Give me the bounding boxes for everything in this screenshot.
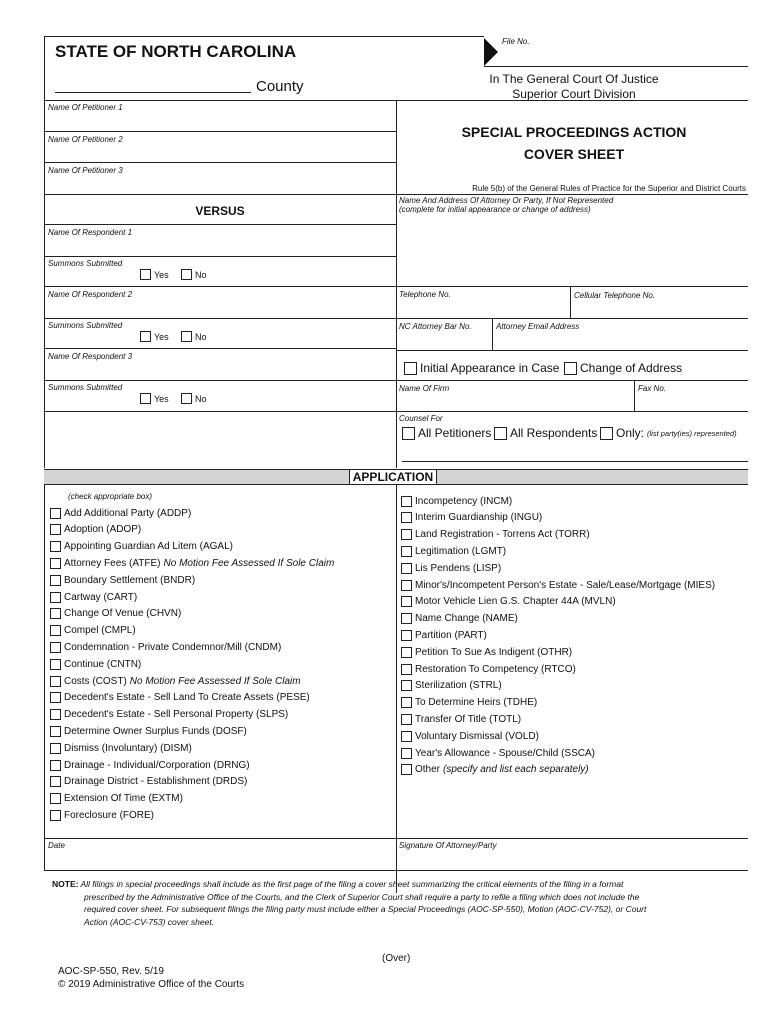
application-option[interactable]	[401, 528, 590, 542]
option-label: Legitimation (LGMT)	[415, 545, 507, 557]
checkbox-icon[interactable]	[401, 647, 412, 658]
application-option[interactable]	[50, 556, 334, 570]
note-line1: All filings in special proceedings shall include as the first page of the filing a cover sheet summarizing the critical elements of the filing in a format	[80, 879, 624, 889]
attorney-name-note: (complete for initial appearance or change of address)	[399, 205, 591, 214]
checkbox-icon[interactable]	[401, 596, 412, 607]
application-option[interactable]	[401, 729, 539, 743]
checkbox-icon[interactable]	[50, 524, 61, 535]
checkbox-icon[interactable]	[140, 393, 151, 404]
option-label: Drainage District - Establishment (DRDS)	[64, 776, 248, 788]
summons2-yes[interactable]: Yes	[140, 331, 169, 342]
option-label: Partition (PART)	[415, 629, 487, 641]
option-label: Land Registration - Torrens Act (TORR)	[415, 529, 590, 541]
respondent1-label: Name Of Respondent 1	[48, 228, 133, 237]
application-option[interactable]	[50, 640, 281, 654]
only-parties-field[interactable]	[402, 461, 748, 462]
checkbox-icon[interactable]	[404, 362, 417, 375]
respondent3-label: Name Of Respondent 3	[48, 352, 133, 361]
option-label: Sterilization (STRL)	[415, 680, 502, 692]
option-label: Decedent's Estate - Sell Personal Property (SLPS)	[64, 709, 289, 721]
option-label: Condemnation - Private Condemnor/Mill (CNDM)	[64, 641, 282, 653]
option-label: Incompetency (INCM)	[415, 495, 513, 507]
checkbox-icon[interactable]	[600, 427, 613, 440]
checkbox-icon[interactable]	[401, 496, 412, 507]
option-note: No Motion Fee Assessed If Sole Claim	[163, 557, 335, 569]
option-label: Boundary Settlement (BNDR)	[64, 574, 196, 586]
checkbox-icon[interactable]	[181, 269, 192, 280]
checkbox-icon[interactable]	[50, 592, 61, 603]
option-label: Cartway (CART)	[64, 591, 138, 603]
summons1-yes[interactable]: Yes	[140, 269, 169, 280]
checkbox-icon[interactable]	[401, 664, 412, 675]
respondent2-label: Name Of Respondent 2	[48, 290, 133, 299]
checkbox-icon[interactable]	[401, 714, 412, 725]
application-option[interactable]	[401, 595, 616, 609]
checkbox-icon[interactable]	[140, 269, 151, 280]
rule-text: Rule 5(b) of the General Rules of Practice for the Superior and District Courts	[472, 184, 746, 193]
summons3-label: Summons Submitted	[48, 383, 123, 392]
application-option[interactable]	[50, 624, 136, 638]
option-label: Appointing Guardian Ad Litem (AGAL)	[64, 541, 233, 553]
cell-label: Cellular Telephone No.	[574, 291, 656, 300]
checkbox-icon[interactable]	[50, 659, 61, 670]
date-label: Date	[48, 841, 65, 850]
option-label: Decedent's Estate - Sell Land To Create Assets (PESE)	[64, 692, 310, 704]
form-title-line1: SPECIAL PROCEEDINGS ACTION	[461, 124, 687, 140]
all-petitioners-option[interactable]: All Petitioners	[402, 426, 491, 440]
checkbox-icon[interactable]	[401, 630, 412, 641]
checkbox-icon[interactable]	[401, 680, 412, 691]
copyright: © 2019 Administrative Office of the Courts	[58, 979, 245, 990]
application-option[interactable]	[401, 712, 521, 726]
application-option[interactable]	[401, 679, 502, 693]
note-line4: Action (AOC-CV-753) cover sheet.	[84, 916, 215, 927]
application-option[interactable]	[50, 758, 250, 772]
note-line3: required cover sheet. For subsequent filings the filing party must include either a Special Proceedings (AOC-SP-550), Motion (AOC-CV-752), or Court	[84, 904, 647, 914]
application-option[interactable]	[50, 775, 247, 789]
form-title-line2: COVER SHEET	[523, 146, 625, 162]
application-option[interactable]	[401, 544, 506, 558]
file-no-arrow-icon	[484, 38, 498, 66]
counsel-for-label: Counsel For	[399, 414, 443, 423]
checkbox-icon[interactable]	[50, 625, 61, 636]
file-no-label: File No.	[502, 37, 530, 46]
option-label: Name Change (NAME)	[415, 613, 518, 625]
checkbox-icon[interactable]	[181, 331, 192, 342]
checkbox-icon[interactable]	[50, 726, 61, 737]
over-text: (Over)	[382, 953, 411, 964]
option-label: Interim Guardianship (INGU)	[415, 512, 543, 524]
option-label: Add Additional Party (ADDP)	[64, 507, 192, 519]
option-label: Attorney Fees (ATFE)	[64, 557, 161, 569]
application-option[interactable]	[50, 808, 154, 822]
check-hint: (check appropriate box)	[68, 492, 153, 501]
court-line1: In The General Court Of Justice	[489, 72, 659, 86]
application-option[interactable]	[401, 511, 542, 525]
checkbox-icon[interactable]	[50, 793, 61, 804]
application-option[interactable]	[50, 708, 288, 722]
option-label: Minor's/Incompetent Person's Estate - Sale/Lease/Mortgage (MIES)	[415, 579, 716, 591]
checkbox-icon[interactable]	[50, 692, 61, 703]
checkbox-icon[interactable]	[401, 748, 412, 759]
checkbox-icon[interactable]	[50, 810, 61, 821]
checkbox-icon[interactable]	[50, 776, 61, 787]
application-option[interactable]	[401, 561, 501, 575]
petitioner2-label: Name Of Petitioner 2	[48, 135, 123, 144]
application-option[interactable]	[401, 645, 572, 659]
note-block	[52, 878, 646, 928]
option-note: (specify and list each separately)	[443, 764, 589, 776]
summons2-no[interactable]: No	[181, 331, 207, 342]
option-label: Change Of Venue (CHVN)	[64, 608, 182, 620]
petitioner1-label: Name Of Petitioner 1	[48, 103, 123, 112]
checkbox-icon[interactable]	[50, 575, 61, 586]
change-address-option[interactable]: Change of Address	[564, 361, 682, 375]
application-option[interactable]	[50, 674, 301, 688]
option-label: Petition To Sue As Indigent (OTHR)	[415, 646, 573, 658]
form-number: AOC-SP-550, Rev. 5/19	[58, 966, 164, 977]
application-option[interactable]	[50, 540, 233, 554]
summons3-yes[interactable]: Yes	[140, 393, 169, 404]
application-option[interactable]	[401, 612, 518, 626]
option-label: To Determine Heirs (TDHE)	[415, 697, 538, 709]
checkbox-icon[interactable]	[401, 563, 412, 574]
all-respondents-option[interactable]: All Respondents	[494, 426, 597, 440]
petitioner3-label: Name Of Petitioner 3	[48, 166, 123, 175]
checkbox-icon[interactable]	[50, 541, 61, 552]
option-note: No Motion Fee Assessed If Sole Claim	[129, 675, 301, 687]
note-label: NOTE:	[52, 879, 79, 889]
checkbox-icon[interactable]	[50, 558, 61, 569]
checkbox-icon[interactable]	[50, 743, 61, 754]
application-option[interactable]	[401, 696, 537, 710]
checkbox-icon[interactable]	[401, 697, 412, 708]
note-line2: prescribed by the Administrative Office of the Courts, and the Clerk of Superior Court shall require a party to refile a filing which does not include the	[84, 891, 640, 902]
email-label: Attorney Email Address	[496, 322, 580, 331]
court-line2: Superior Court Division	[512, 87, 636, 101]
application-option[interactable]	[50, 590, 137, 604]
summons2-label: Summons Submitted	[48, 321, 123, 330]
summons3-no[interactable]: No	[181, 393, 207, 404]
summons1-label: Summons Submitted	[48, 259, 123, 268]
checkbox-icon[interactable]	[50, 508, 61, 519]
application-option[interactable]	[50, 741, 192, 755]
county-label: County	[256, 78, 304, 95]
option-label: Year's Allowance - Spouse/Child (SSCA)	[415, 747, 595, 759]
checkbox-icon[interactable]	[50, 608, 61, 619]
option-label: Dismiss (Involuntary) (DISM)	[64, 742, 192, 754]
county-field[interactable]	[55, 92, 251, 93]
checkbox-icon[interactable]	[401, 613, 412, 624]
option-label: Adoption (ADOP)	[64, 524, 142, 536]
application-option[interactable]	[401, 628, 487, 642]
application-option[interactable]	[401, 662, 576, 676]
application-option[interactable]	[50, 792, 183, 806]
checkbox-icon[interactable]	[401, 764, 412, 775]
application-option[interactable]	[401, 578, 715, 592]
application-heading: APPLICATION	[349, 469, 437, 485]
option-label: Motor Vehicle Lien G.S. Chapter 44A (MVLN)	[415, 596, 616, 608]
application-option[interactable]	[401, 494, 512, 508]
checkbox-icon[interactable]	[401, 580, 412, 591]
versus-label: VERSUS	[195, 204, 245, 218]
option-label: Lis Pendens (LISP)	[415, 562, 502, 574]
file-no-field[interactable]	[484, 66, 748, 67]
bar-no-label: NC Attorney Bar No.	[399, 322, 472, 331]
option-label: Restoration To Competency (RTCO)	[415, 663, 576, 675]
application-option[interactable]	[50, 657, 141, 671]
option-label: Drainage - Individual/Corporation (DRNG)	[64, 759, 250, 771]
checkbox-icon[interactable]	[50, 642, 61, 653]
option-label: Voluntary Dismissal (VOLD)	[415, 730, 539, 742]
checkbox-icon[interactable]	[181, 393, 192, 404]
checkbox-icon[interactable]	[401, 512, 412, 523]
application-option[interactable]	[50, 724, 247, 738]
application-option[interactable]	[401, 763, 589, 777]
application-option[interactable]	[50, 506, 191, 520]
initial-appearance-option[interactable]: Initial Appearance in Case	[404, 361, 559, 375]
application-option[interactable]	[50, 573, 195, 587]
checkbox-icon[interactable]	[402, 427, 415, 440]
option-label: Continue (CNTN)	[64, 658, 142, 670]
checkbox-icon[interactable]	[401, 731, 412, 742]
attorney-name-label: Name And Address Of Attorney Or Party, If Not Represented	[399, 196, 614, 205]
summons1-no[interactable]: No	[181, 269, 207, 280]
checkbox-icon[interactable]	[401, 529, 412, 540]
option-label: Determine Owner Surplus Funds (DOSF)	[64, 725, 247, 737]
checkbox-icon[interactable]	[494, 427, 507, 440]
application-option[interactable]	[50, 607, 181, 621]
application-option[interactable]	[401, 746, 595, 760]
checkbox-icon[interactable]	[564, 362, 577, 375]
option-label: Extension Of Time (EXTM)	[64, 793, 183, 805]
signature-label: Signature Of Attorney/Party	[399, 841, 497, 850]
telephone-label: Telephone No.	[399, 290, 451, 299]
option-label: Costs (COST)	[64, 675, 127, 687]
option-label: Transfer Of Title (TOTL)	[415, 713, 522, 725]
fax-label: Fax No.	[638, 384, 667, 393]
checkbox-icon[interactable]	[50, 709, 61, 720]
only-option[interactable]: Only: (list party(ies) represented)	[600, 426, 737, 440]
checkbox-icon[interactable]	[50, 760, 61, 771]
checkbox-icon[interactable]	[401, 546, 412, 557]
application-option[interactable]	[50, 691, 310, 705]
option-label: Foreclosure (FORE)	[64, 809, 155, 821]
checkbox-icon[interactable]	[50, 676, 61, 687]
option-label: Other	[415, 764, 441, 776]
firm-label: Name Of Firm	[399, 384, 450, 393]
checkbox-icon[interactable]	[140, 331, 151, 342]
option-label: Compel (CMPL)	[64, 625, 136, 637]
state-title: STATE OF NORTH CAROLINA	[55, 42, 297, 61]
application-option[interactable]	[50, 523, 141, 537]
